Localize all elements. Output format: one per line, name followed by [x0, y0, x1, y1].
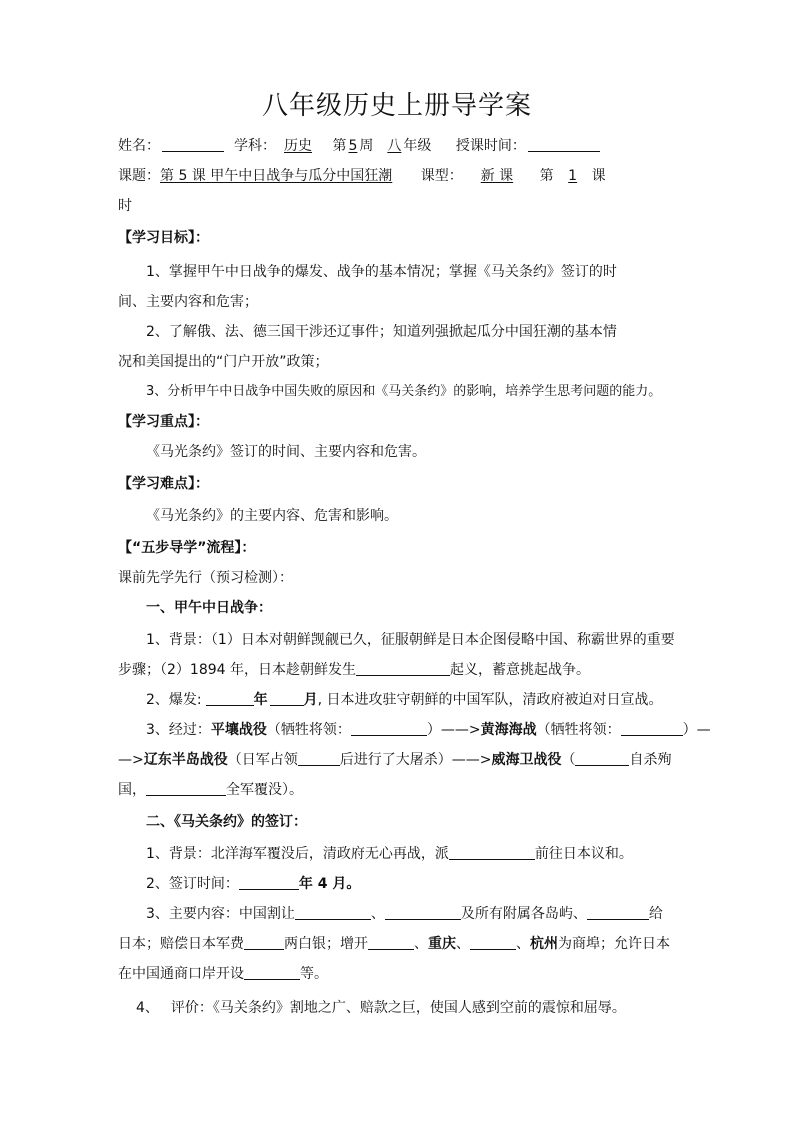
- key-points-text: 《马光条约》签订的时间、主要内容和危害。: [146, 444, 426, 460]
- sacrifice-label: （牺牲将领：: [266, 722, 351, 738]
- factory-blank[interactable]: [244, 965, 300, 980]
- part2-content-line2: [118, 934, 670, 954]
- topic-value: 第 5 课 甲午中日战争与瓜分中国狂潮: [160, 168, 393, 184]
- objective-item: 况和美国提出的“门户开放”政策；: [118, 354, 329, 370]
- grade-suffix: 年级: [403, 138, 432, 154]
- time-label: 2、签订时间：: [146, 876, 239, 892]
- separator: 、: [370, 906, 385, 922]
- year-blank[interactable]: [206, 691, 254, 706]
- sign-year-blank[interactable]: [239, 875, 299, 890]
- arrow-text: ）—: [682, 722, 711, 738]
- battle-weihaiwei: 威海卫战役: [491, 752, 562, 768]
- indemnity-label: 日本；赔偿日本军费: [118, 936, 244, 952]
- city-blank[interactable]: [298, 751, 340, 766]
- city-hangzhou: 杭州: [530, 936, 558, 952]
- country-text: 国，: [118, 782, 146, 798]
- topic-label: 课题：: [118, 168, 160, 184]
- part1-background-line1: 1、背景：（1）日本对朝鲜觊觎已久，征服朝鲜是日本企图侵略中国、称霸世界的重要: [146, 632, 675, 648]
- occupy-label: （日军占领: [227, 752, 298, 768]
- sign-month-text: 年 4 月。: [298, 876, 361, 892]
- envoy-blank[interactable]: [449, 845, 535, 860]
- course-label: 3、经过：: [146, 722, 211, 738]
- uprising-blank[interactable]: [356, 661, 450, 676]
- part1-heading: 一、甲午中日战争：: [146, 600, 272, 616]
- bg-text-end: 前往日本议和。: [534, 846, 633, 862]
- suicide-text: 自杀殉: [629, 752, 672, 768]
- eval-number: 4、: [136, 1000, 159, 1016]
- fleet-blank[interactable]: [146, 781, 226, 796]
- outbreak-text: , 日本进攻驻守朝鲜的中国军队，清政府被迫对日宣战。: [317, 692, 663, 708]
- time-blank[interactable]: [528, 137, 600, 152]
- part1-course-line1: [146, 720, 711, 740]
- type-label: 课型：: [420, 168, 463, 184]
- outbreak-label: 2、爆发:: [146, 692, 202, 708]
- year-label: 年: [253, 692, 268, 708]
- name-label: 姓名：: [118, 138, 160, 154]
- cede3-blank[interactable]: [587, 905, 649, 920]
- indemnity-blank[interactable]: [244, 935, 284, 950]
- type-value: 新 课: [480, 168, 514, 184]
- page-title: 八年级历史上册导学案: [261, 91, 532, 121]
- header-info-row: [118, 136, 600, 156]
- time-label: 授课时间：: [455, 138, 526, 154]
- part2-content-line1: [146, 904, 663, 924]
- arrow-text: ）——>: [426, 722, 481, 738]
- content-label: 3、主要内容：中国割让: [146, 906, 295, 922]
- massacre-text: 后进行了大屠杀）——>: [339, 752, 492, 768]
- general2-blank[interactable]: [621, 721, 683, 736]
- period-prefix: 第: [539, 168, 554, 184]
- battle-yellow-sea: 黄海海战: [480, 722, 537, 738]
- week-prefix: 第: [332, 138, 347, 154]
- general1-blank[interactable]: [351, 721, 427, 736]
- subject-value: 历史: [284, 138, 312, 154]
- key-points-heading: 【学习重点】：: [118, 414, 209, 430]
- port1-blank[interactable]: [368, 935, 414, 950]
- part2-heading: 二、《马关条约》的签订：: [146, 814, 307, 830]
- cede2-blank[interactable]: [385, 905, 461, 920]
- separator: 、: [516, 936, 530, 952]
- arrow-text: —>: [118, 752, 144, 768]
- battle-pyongyang: 平壤战役: [210, 722, 267, 738]
- port2-blank[interactable]: [470, 935, 516, 950]
- ports-text-end: 为商埠；允许日本: [558, 936, 670, 952]
- part2-background-line: [146, 844, 633, 864]
- sacrifice-label: （牺牲将领：: [536, 722, 621, 738]
- part1-course-line2: [118, 750, 671, 770]
- objective-item: 1、掌握甲午中日战争的爆发、战争的基本情况；掌握《马关条约》签订的时: [146, 264, 617, 280]
- ports-label: 两白银；增开: [284, 936, 368, 952]
- part1-background-line2: [118, 660, 590, 680]
- period-suffix: 课: [591, 168, 606, 184]
- bg2-text: 步骤；（2）1894 年，日本趁朝鲜发生: [118, 662, 356, 678]
- header-topic-row: [118, 166, 606, 186]
- period-value: 1: [568, 168, 578, 184]
- cede1-blank[interactable]: [295, 905, 371, 920]
- separator: 、: [414, 936, 428, 952]
- bg-text: 1、背景：北洋海军覆没后，清政府无心再战，派: [146, 846, 449, 862]
- annihilated-text: 全军覆没）。: [226, 782, 303, 798]
- part2-evaluation-line: [136, 998, 626, 1018]
- subject-label: 学科：: [234, 138, 276, 154]
- month-blank[interactable]: [270, 691, 304, 706]
- objective-item: 间、主要内容和危害；: [118, 294, 258, 310]
- city-chongqing: 重庆: [428, 936, 456, 952]
- factory-text-end: 等。: [300, 966, 328, 982]
- period-wrap: 时: [118, 198, 132, 214]
- week-value: 5: [348, 138, 358, 154]
- difficulties-text: 《马光条约》的主要内容、危害和影响。: [146, 508, 398, 524]
- commander-blank[interactable]: [575, 751, 629, 766]
- part2-time-line: [146, 874, 360, 894]
- part1-outbreak-line: [146, 690, 663, 710]
- name-blank[interactable]: [162, 137, 224, 152]
- bg2-text-end: 起义，蓄意挑起战争。: [450, 662, 590, 678]
- month-label: 月: [303, 692, 318, 708]
- difficulties-heading: 【学习难点】：: [118, 476, 209, 492]
- objective-item: 3、分析甲午中日战争中国失败的原因和《马关条约》的影响，培养学生思考问题的能力。: [146, 384, 662, 399]
- preview-label: 课前先学先行（预习检测）：: [118, 570, 293, 586]
- part1-course-line3: [118, 780, 303, 800]
- objective-item: 2、了解俄、法、德三国干涉还辽事件；知道列强掀起瓜分中国狂潮的基本情: [146, 324, 617, 340]
- objectives-heading: 【学习目标】：: [118, 230, 209, 246]
- islands-text: 及所有附属各岛屿、: [460, 906, 587, 922]
- paren-open: （: [561, 752, 576, 768]
- battle-liaodong: 辽东半岛战役: [143, 752, 228, 768]
- eval-text: 评价：《马关条约》割地之广、赔款之巨，使国人感到空前的震惊和屈辱。: [170, 1000, 626, 1016]
- part2-content-line3: [118, 964, 328, 984]
- give-text: 给: [648, 906, 663, 922]
- separator: 、: [456, 936, 470, 952]
- week-suffix: 周: [359, 138, 374, 154]
- process-heading: 【“五步导学”流程】：: [118, 540, 256, 556]
- factory-label: 在中国通商口岸开设: [118, 966, 244, 982]
- grade-value: 八: [387, 138, 402, 154]
